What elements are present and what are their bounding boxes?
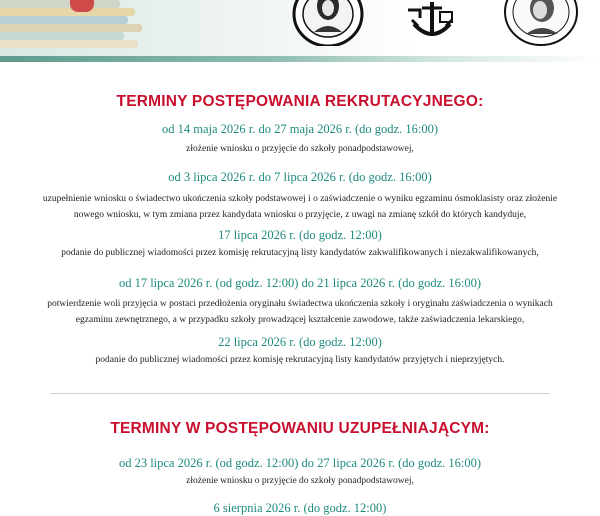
schedule-date: od 3 lipca 2026 r. do 7 lipca 2026 r. (do godz. 16:00) bbox=[168, 170, 432, 184]
schedule-date: od 17 lipca 2026 r. (od godz. 12:00) do 21 lipca 2026 r. (do godz. 16:00) bbox=[118, 276, 482, 290]
section2-title: TERMINY W POSTĘPOWANIU UZUPEŁNIAJĄCYM: bbox=[110, 420, 490, 437]
schedule-description: złożenie wniosku o przyjęcie do szkoły ponadpodstawowej, bbox=[186, 144, 414, 154]
page-header bbox=[0, 0, 600, 62]
priest-seal-logo bbox=[292, 0, 364, 46]
schedule-description: złożenie wniosku o przyjęcie do szkoły ponadpodstawowej, bbox=[186, 476, 414, 486]
schedule-date: 17 lipca 2026 r. (do godz. 12:00) bbox=[218, 228, 382, 242]
schedule-description: uzupełnienie wniosku o świadectwo ukończenia szkoły podstawowej i o zaświadczenie o wyniku egzaminu ósmoklasisty oraz złożenie nowego wniosku, w tym zmiana przez kandydata wniosku o przyjęcie, z uwagi na zmianę szkół do których kandyduje, bbox=[42, 194, 558, 220]
header-divider-band bbox=[0, 56, 600, 62]
books-image bbox=[0, 0, 150, 56]
schedule-description: podanie do publicznej wiadomości przez komisję rekrutacyjną listy kandydatów zakwalifikowanych i niezakwalifikowanych, bbox=[61, 248, 539, 258]
schedule-date: 6 sierpnia 2026 r. (do godz. 12:00) bbox=[213, 501, 387, 515]
schedule-date: od 23 lipca 2026 r. (od godz. 12:00) do 27 lipca 2026 r. (do godz. 16:00) bbox=[118, 456, 482, 470]
schedule-date: 22 lipca 2026 r. (do godz. 12:00) bbox=[218, 335, 382, 349]
anchor-emblem-logo bbox=[404, 0, 460, 44]
section-divider bbox=[50, 393, 550, 394]
poet-seal-logo bbox=[502, 0, 580, 46]
schedule-description: potwierdzenie woli przyjęcia w postaci przedłożenia oryginału świadectwa ukończenia szkoły i oryginału zaświadczenia o wynikach egzaminu zewnętrznego, a w przypadku szkoły prowadzącej kształcenie zawodowe, także zaświadczenia lekarskiego, bbox=[47, 299, 553, 325]
section1-title: TERMINY POSTĘPOWANIA REKRUTACYJNEGO: bbox=[116, 93, 484, 110]
schedule-date: od 14 maja 2026 r. do 27 maja 2026 r. (do godz. 16:00) bbox=[161, 122, 438, 136]
schedule-description: podanie do publicznej wiadomości przez komisję rekrutacyjną listy kandydatów przyjętych i nieprzyjętych. bbox=[95, 355, 505, 365]
